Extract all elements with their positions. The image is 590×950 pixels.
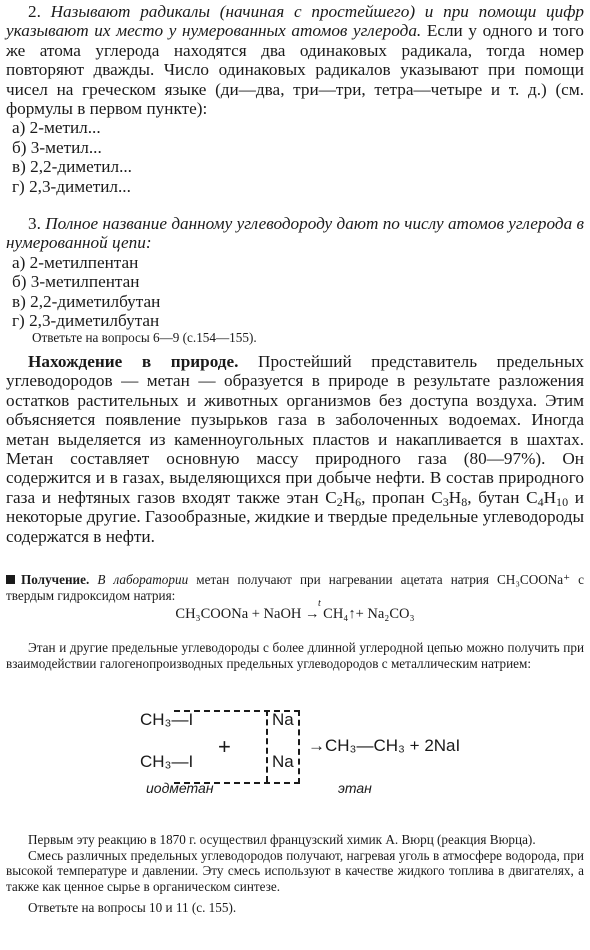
section-2 [6, 2, 584, 196]
section-2-paragraph [6, 2, 584, 118]
sodium-bottom: Na [272, 752, 294, 771]
section-marker-icon [6, 575, 15, 584]
list-item: а) 2-метилпентан [12, 252, 139, 272]
wurtz-intro [6, 640, 584, 671]
list-item: б) 3-метил... [12, 137, 102, 157]
section-3-number: 3. [28, 214, 41, 233]
obtaining-heading: Получение. [21, 572, 90, 587]
reaction-product: →CH₃—CH₃ + 2NaI [308, 736, 461, 755]
iodomethane-bottom: CH₃—I [140, 752, 194, 771]
list-item: б) 3-метилпентан [12, 272, 140, 292]
wurtz-intro-paragraph: Этан и другие предельные углеводороды с более длинной углеродной цепью можно получить при взаимодействии галогенопроизводных предельных углеводородов с металлическим натрием: [6, 640, 584, 671]
coal-hydrogenation: Смесь различных предельных углеводородов получают, нагревая уголь в атмосфере водорода, при высокой температуре и давлении. Эту смесь используют в качестве жидкого топлива в двигателях, а также как ценное сырье в органическом синтезе. [6, 847, 584, 894]
dashed-divider [266, 710, 268, 782]
list-item: г) 2,3-диметилбутан [12, 311, 160, 331]
list-item: в) 2,2-диметилбутан [12, 291, 161, 311]
nature-paragraph: Нахождение в природе. Простейший представитель предельных углеводородов — метан — образуется в природе в результате разложения остатков растительных и животных организмов без доступа воздуха. Этим объясняется появление пузырьков газа в заболоченных водоемах. Иногда метан выделяется из каменноугольных пластов и накапливается в шахтах. Метан составляет основную массу природного газа (80—97%). Он содержится и в газах, выделяющихся при добыче нефти. В состав природного газа и нефтяных газов входят также этан $C_2H_6$, пропан $C_3H_8$, бутан $C_4H_{10}$ и некоторые другие. Газообразные, жидкие и твердые предельные углеводороды содержатся в нефти. [6, 352, 584, 546]
label-ethane: этан [338, 780, 372, 796]
section-3-paragraph [6, 214, 584, 253]
answer-questions-6-9: Ответьте на вопросы 6—9 (с.154—155). [32, 330, 257, 345]
methane-equation [0, 598, 590, 623]
answer-questions-10-11: Ответьте на вопросы 10 и 11 (с. 155). [28, 900, 237, 916]
list-item: г) 2,3-диметил... [12, 176, 131, 196]
section-3 [6, 214, 584, 330]
obtaining-section [6, 572, 584, 603]
wurtz-reaction-scheme [100, 700, 520, 810]
iodomethane-top: CH₃—I [140, 710, 194, 729]
section-2-text: Если у одного и того же атома углерода находятся два одинаковых радикала, тогда номер повторяют дважды. Число одинаковых радикалов указывают при помощи чисел на греческом языке (ди—два, три—три, тетра—четыре и т. д.) (см. формулы в первом пункте): [6, 21, 584, 119]
nature-text-a: Простейший представитель предельных углеводородов — метан — образуется в природе в результате разложения остатков растительных и животных организмов без доступа воздуха. Этим объясняется появление пузырьков газа в заболоченных водоемах. Иногда метан выделяется из каменноугольных пластов и накапливается в шахтах. Метан составляет основную массу природного газа (80—97%). Он содержится и в газах, выделяющихся при добыче нефти. В состав природного газа и нефтяных газов входят также этан C [6, 352, 584, 507]
label-iodomethane: иодметан [146, 780, 214, 796]
nature-text-b: , пропан C [361, 487, 443, 507]
plus-sign: + [218, 734, 231, 759]
section-3-italic: Полное название данному углеводороду дают по числу атомов углерода в нумерованной цепи: [6, 214, 585, 253]
obtaining-italic: В лаборатории [97, 572, 189, 587]
list-item: а) 2-метил... [12, 118, 101, 138]
list-item: в) 2,2-диметил... [12, 157, 132, 177]
section-2-number: 2. [28, 2, 41, 21]
nature-text-d: и некоторые другие. Газообразные, жидкие и твердые предельные углеводороды содержатся в нефти. [6, 487, 584, 546]
equation-heat-mark: t [318, 598, 321, 609]
nature-heading: Нахождение в природе. [28, 352, 239, 371]
section-2-italic: Называют радикалы (начиная с простейшего) и при помощи цифр указывают их место у нумерованных атомов углерода. [6, 2, 585, 41]
nature-section [6, 352, 584, 546]
footer-section [6, 832, 584, 916]
obtaining-paragraph [6, 572, 584, 603]
wurtz-history: Первым эту реакцию в 1870 г. осуществил французский химик А. Вюрц (реакция Вюрца). [28, 832, 536, 847]
nature-text-c: , бутан C [467, 487, 538, 507]
equation-text: CH₃COONa + NaOH → CH₄↑+ Na₂CO₃ [175, 606, 415, 622]
obtaining-text: метан получают при нагревании ацетата натрия CH₃COONa⁺ с твердым гидроксидом натрия: [6, 572, 585, 603]
sodium-top: Na [272, 710, 294, 729]
